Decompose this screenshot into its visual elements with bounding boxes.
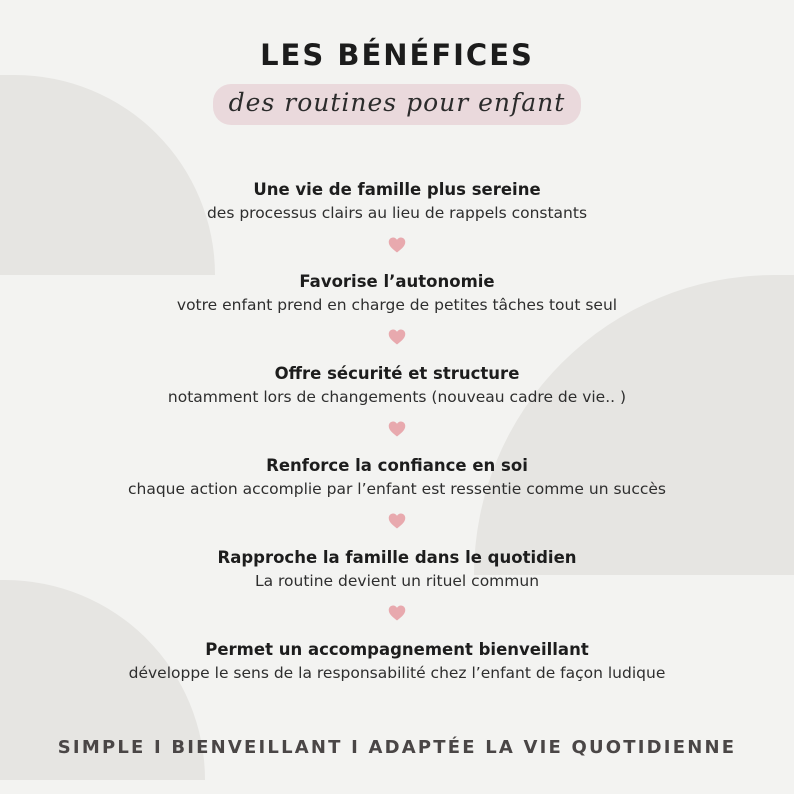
benefit-title: Favorise l’autonomie [299, 272, 495, 291]
benefit-description: La routine devient un rituel commun [254, 572, 540, 590]
footer-tagline: SIMPLE I BIENVEILLANT I ADAPTÉE LA VIE QUOTIDIENNE [57, 737, 737, 758]
benefit-item [0, 454, 794, 546]
benefit-title: Renforce la confiance en soi [266, 456, 528, 475]
heart-icon [388, 236, 406, 254]
benefit-title: Offre sécurité et structure [274, 364, 520, 383]
benefit-item [0, 546, 794, 638]
heart-icon [388, 420, 406, 438]
benefit-title: Une vie de famille plus sereine [253, 180, 541, 199]
benefit-item [0, 362, 794, 454]
benefit-item [0, 178, 794, 270]
benefit-title: Permet un accompagnement bienveillant [205, 640, 589, 659]
heart-icon [388, 604, 406, 622]
subtitle-container [0, 84, 794, 125]
heart-icon [388, 328, 406, 346]
benefit-title: Rapproche la famille dans le quotidien [217, 548, 577, 567]
page-subtitle: des routines pour enfant [213, 84, 582, 125]
heart-icon [388, 512, 406, 530]
benefit-item [0, 270, 794, 362]
page-title: LES BÉNÉFICES [260, 38, 534, 72]
benefit-description: chaque action accomplie par l’enfant est ressentie comme un succès [128, 480, 666, 498]
benefit-item [0, 638, 794, 730]
benefit-description: des processus clairs au lieu de rappels constants [206, 204, 588, 222]
benefits-list [0, 178, 794, 730]
benefit-description: développe le sens de la responsabilité chez l’enfant de façon ludique [128, 664, 666, 682]
benefit-description: notamment lors de changements (nouveau cadre de vie.. ) [167, 388, 627, 406]
benefit-description: votre enfant prend en charge de petites tâches tout seul [176, 296, 618, 314]
